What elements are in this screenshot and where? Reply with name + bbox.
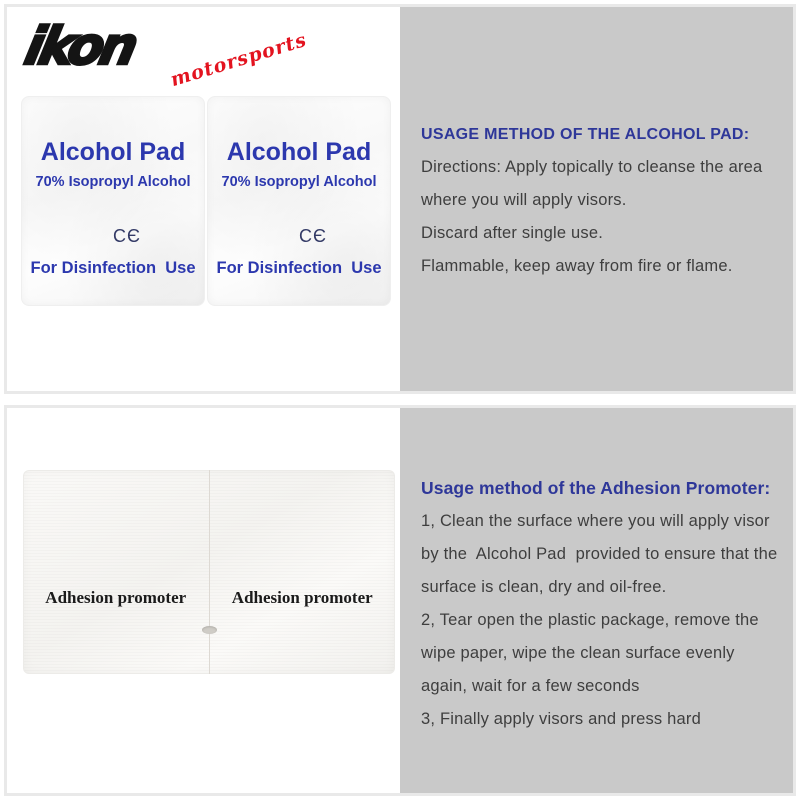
alcohol-usage-line: Flammable, keep away from fire or flame. <box>421 257 733 275</box>
adhesion-usage-line: by the Alcohol Pad provided to ensure that the <box>421 545 778 563</box>
adhesion-packet-left <box>23 470 210 674</box>
alcohol-pad-footer: For Disinfection Use <box>216 259 382 277</box>
adhesion-packet-label: Adhesion promoter <box>231 588 373 607</box>
brand-logo-subtext: motorsports <box>167 28 310 92</box>
adhesion-packet-label: Adhesion promoter <box>45 588 187 607</box>
adhesion-packets-photo <box>23 470 395 674</box>
alcohol-pad-footer: For Disinfection Use <box>30 259 196 277</box>
alcohol-pad-packet-left <box>21 96 205 306</box>
alcohol-pad-subtitle: 70% Isopropyl Alcohol <box>35 174 191 190</box>
alcohol-usage-line: Discard after single use. <box>421 224 603 242</box>
adhesion-usage-line: 3, Finally apply visors and press hard <box>421 710 701 728</box>
ce-mark-icon: CЄ <box>299 226 327 246</box>
adhesion-usage-line: wipe paper, wipe the clean surface evenly <box>421 644 735 662</box>
alcohol-usage-line: where you will apply visors. <box>421 191 627 209</box>
brand-logo <box>19 13 310 93</box>
alcohol-pad-section <box>4 4 796 394</box>
alcohol-usage-heading: USAGE METHOD OF THE ALCOHOL PAD: <box>421 126 750 143</box>
adhesion-promoter-section <box>4 405 796 796</box>
alcohol-usage-panel <box>400 7 793 391</box>
adhesion-usage-line: surface is clean, dry and oil-free. <box>421 578 667 596</box>
alcohol-pad-title: Alcohol Pad <box>40 138 186 166</box>
brand-logo-wordmark: ikon <box>19 17 140 77</box>
adhesion-usage-line: again, wait for a few seconds <box>421 677 640 695</box>
adhesion-usage-heading: Usage method of the Adhesion Promoter: <box>421 478 771 498</box>
adhesion-packet-right <box>210 470 396 674</box>
packet-tear-notch <box>202 626 217 634</box>
alcohol-pad-title: Alcohol Pad <box>226 138 372 166</box>
adhesion-usage-line: 2, Tear open the plastic package, remove the <box>421 611 759 629</box>
ce-mark-icon: CЄ <box>113 226 141 246</box>
adhesion-usage-line: 1, Clean the surface where you will apply visor <box>421 512 770 530</box>
alcohol-pad-packet-right <box>207 96 391 306</box>
alcohol-usage-line: Directions: Apply topically to cleanse the area <box>421 158 763 176</box>
alcohol-pad-subtitle: 70% Isopropyl Alcohol <box>221 174 377 190</box>
adhesion-usage-panel <box>400 408 793 793</box>
alcohol-pads-photo <box>20 96 392 306</box>
